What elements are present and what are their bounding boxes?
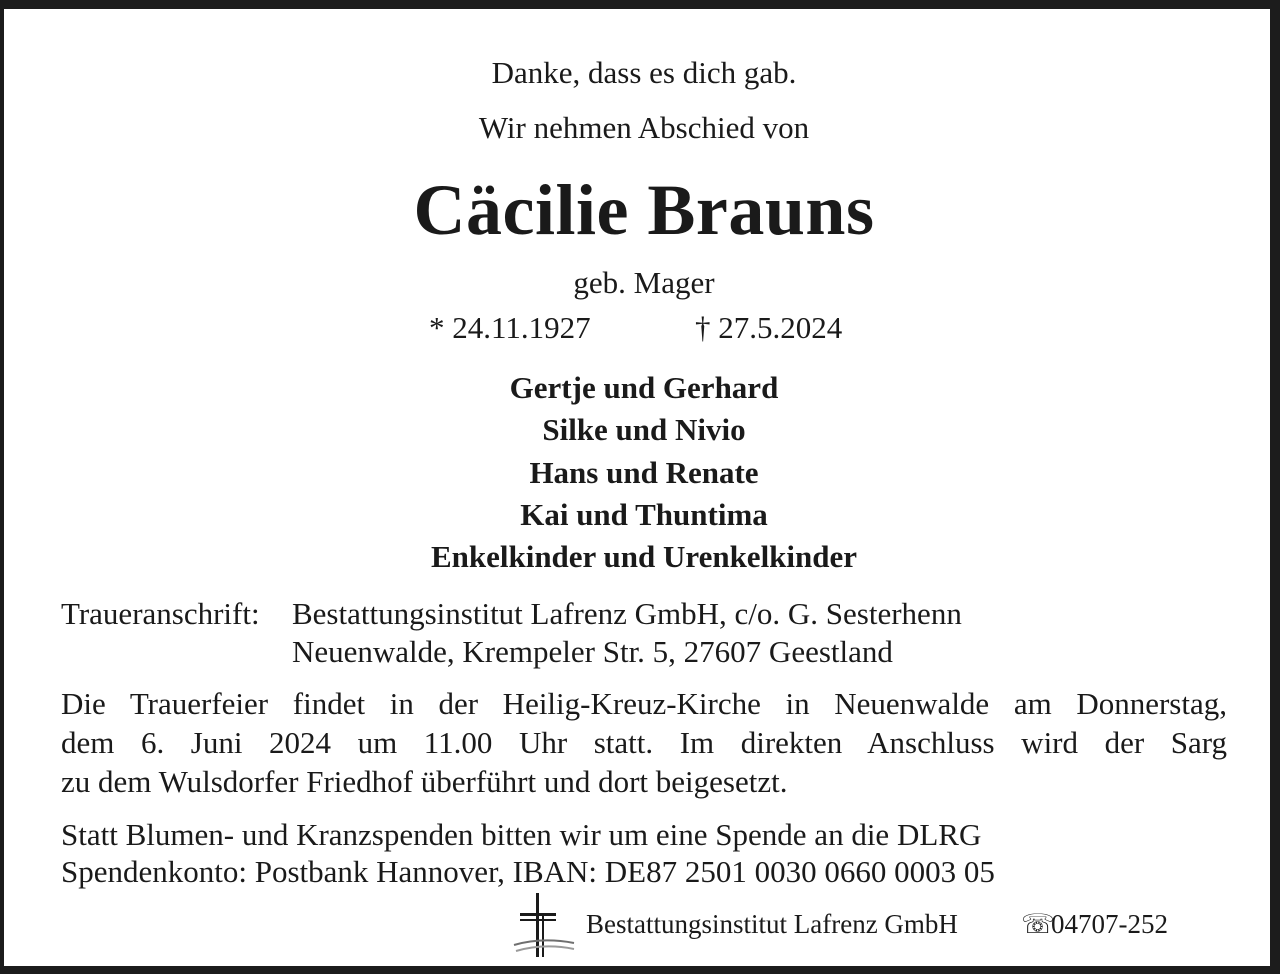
address-line-2: Neuenwalde, Krempeler Str. 5, 27607 Geestland: [292, 634, 893, 669]
mourner-line: Kai und Thuntima: [520, 497, 768, 532]
mourner-line: Enkelkinder und Urenkelkinder: [430, 539, 858, 574]
birth-name: geb. Mager: [573, 265, 715, 300]
intro-line-thanks: Danke, dass es dich gab.: [491, 55, 797, 90]
mourner-line: Silke und Nivio: [542, 412, 746, 447]
ceremony-line-2: dem 6. Juni 2024 um 11.00 Uhr statt. Im direkten Anschluss wird der Sarg: [61, 725, 1227, 760]
ceremony-line-1: Die Trauerfeier findet in der Heilig-Kreuz-Kirche in Neuenwalde am Donnerstag,: [61, 686, 1227, 721]
deceased-name: Cäcilie Brauns: [413, 170, 875, 250]
intro-line-farewell: Wir nehmen Abschied von: [478, 110, 810, 145]
mourner-line: Hans und Renate: [529, 455, 759, 490]
donation-line-2: Spendenkonto: Postbank Hannover, IBAN: DE87 2501 0030 0660 0003 05: [61, 854, 995, 889]
phone-icon: ☏: [1021, 909, 1055, 939]
funeral-home-name: Bestattungsinstitut Lafrenz GmbH: [586, 909, 958, 939]
ceremony-line-3: zu dem Wulsdorfer Friedhof überführt und dort beigesetzt.: [61, 764, 788, 799]
death-date: † 27.5.2024: [695, 310, 843, 345]
address-label: Traueranschrift:: [61, 596, 260, 631]
address-line-1: Bestattungsinstitut Lafrenz GmbH, c/o. G. Sesterhenn: [292, 596, 962, 631]
birth-date: * 24.11.1927: [429, 310, 591, 345]
funeral-home-phone: 04707-252: [1051, 909, 1168, 939]
mourner-line: Gertje und Gerhard: [509, 370, 779, 405]
cross-logo-icon: [512, 891, 576, 961]
donation-line-1: Statt Blumen- und Kranzspenden bitten wir um eine Spende an die DLRG: [61, 817, 982, 852]
